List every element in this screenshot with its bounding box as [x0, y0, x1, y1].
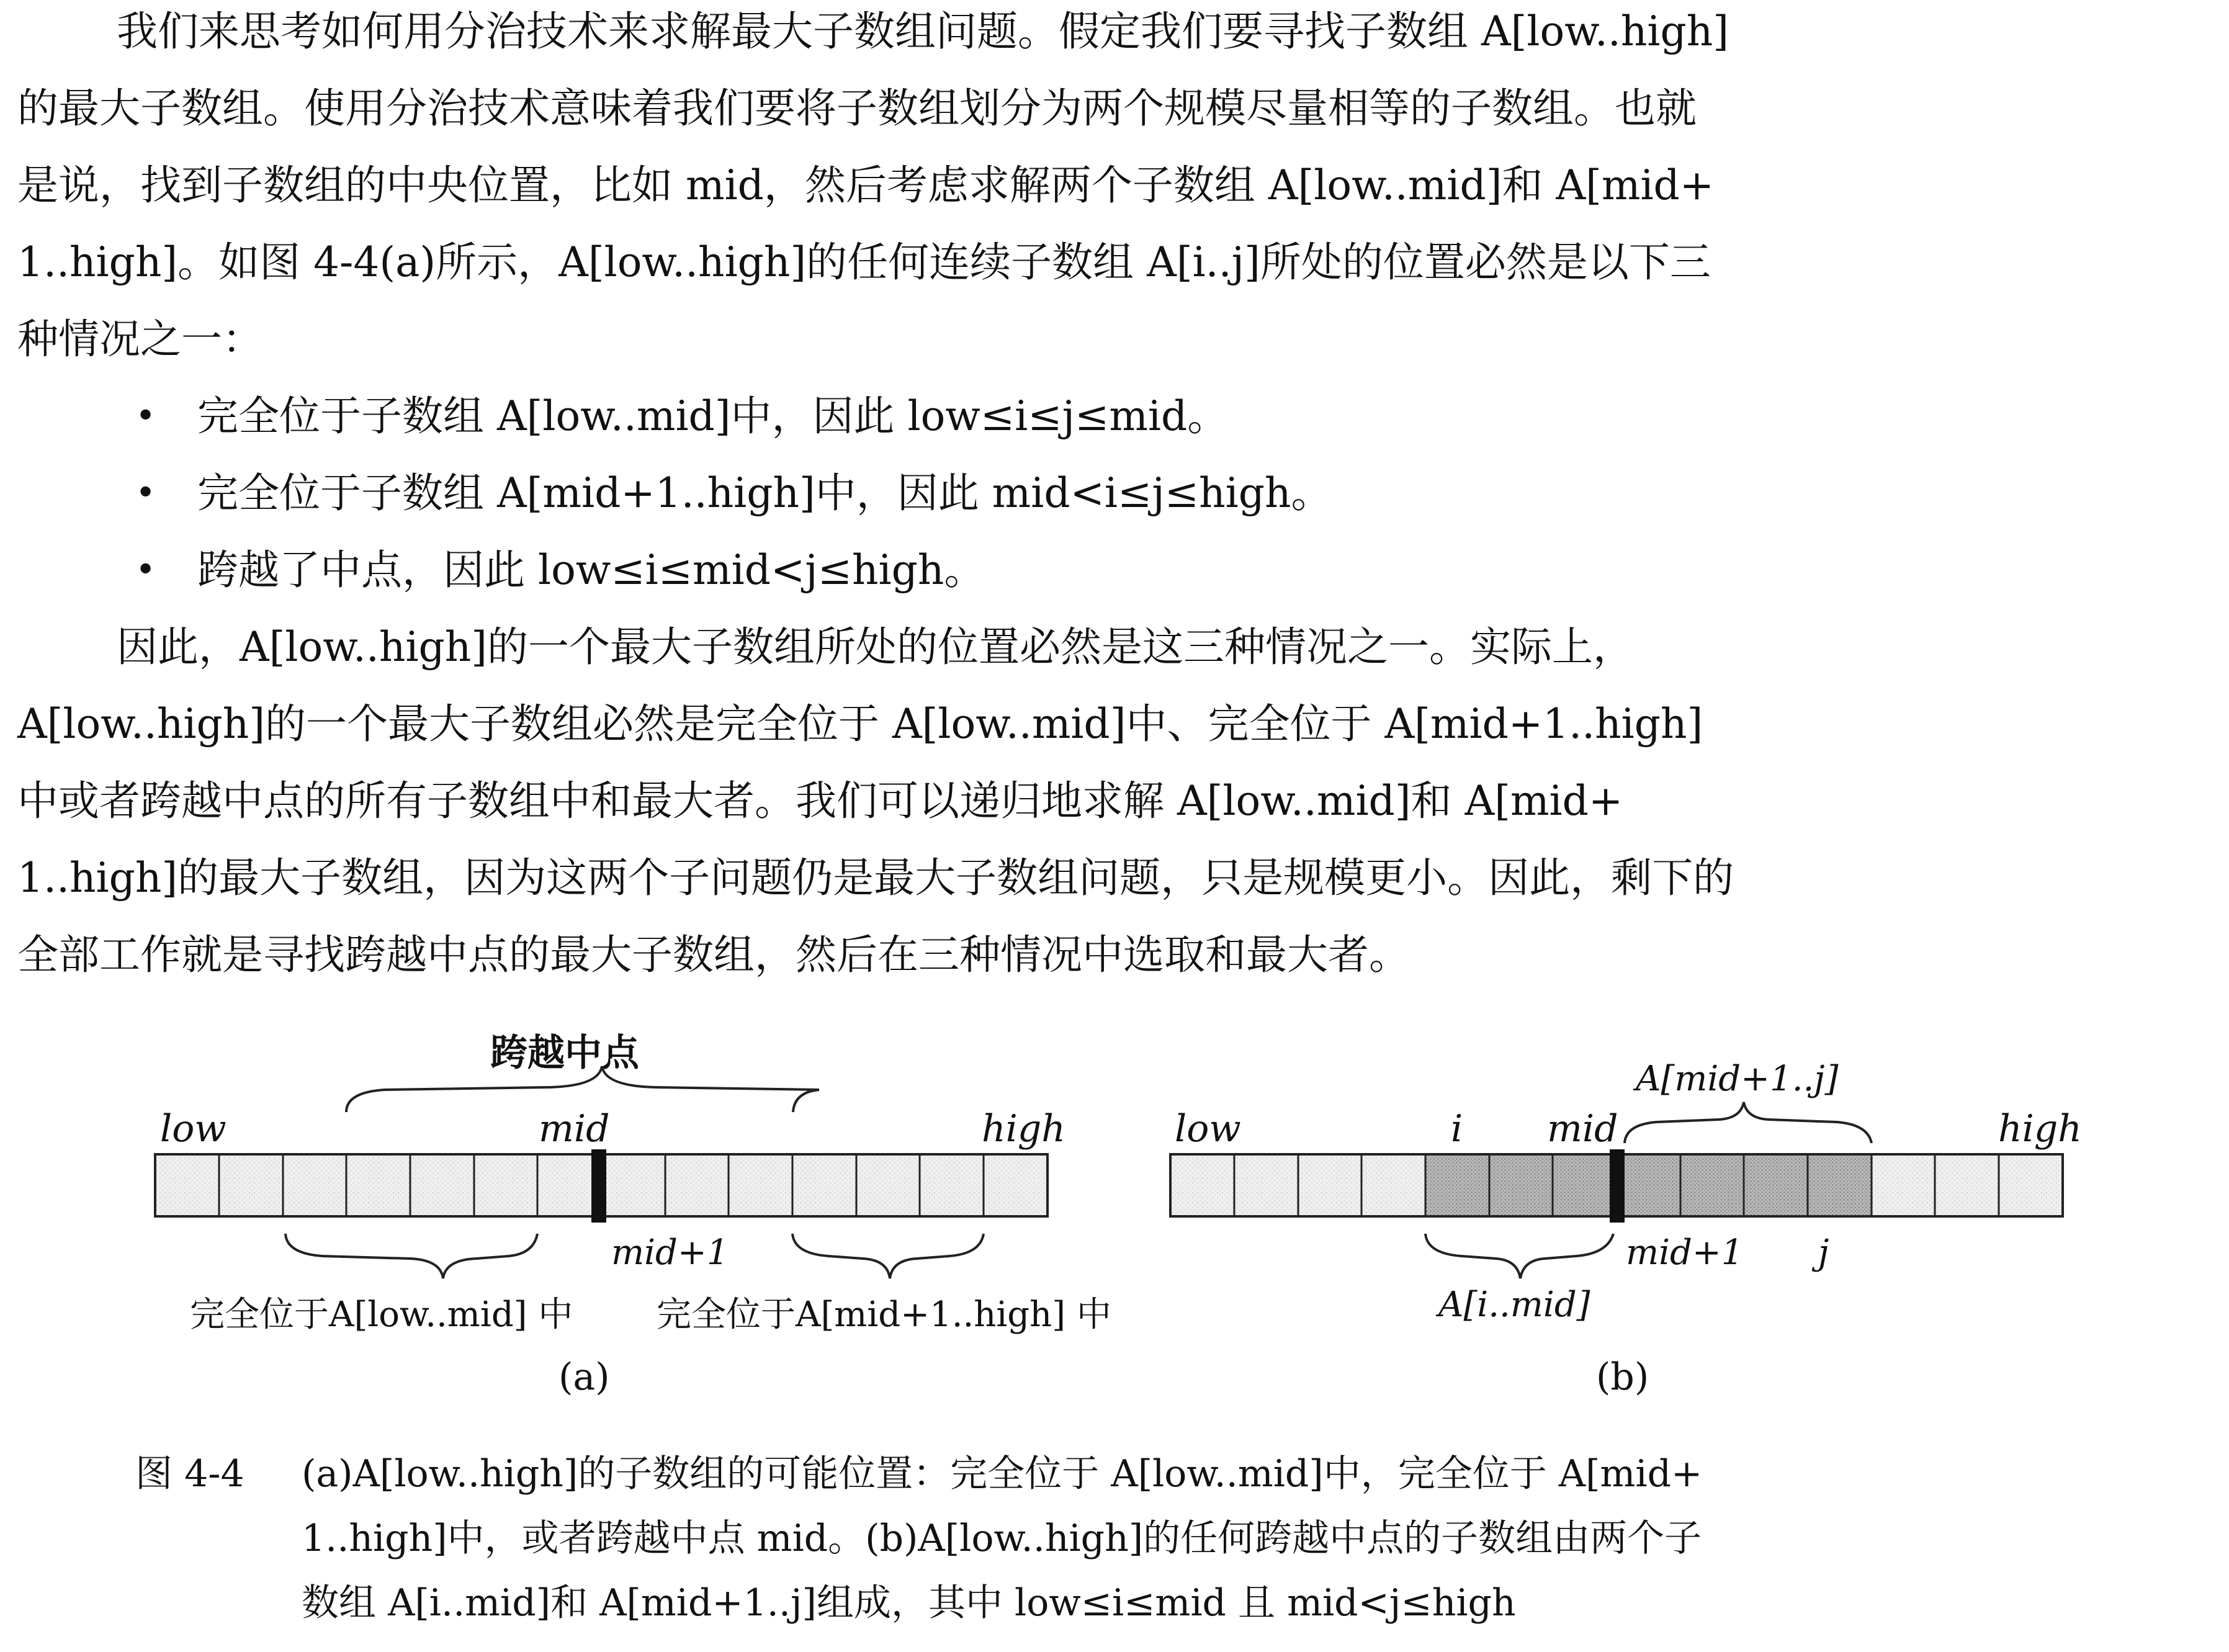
shaded-left — [1425, 1156, 1616, 1215]
text-line: 我们来思考如何用分治技术来求解最大子数组问题。假定我们要寻找子数组 A[low..high] — [117, 7, 1729, 55]
high-label: high — [1998, 1107, 2082, 1151]
caption-number: 图 4-4 — [135, 1452, 244, 1496]
caption-line: 数组 A[i..mid]和 A[mid+1..j]组成，其中 low≤i≤mid 且 mid<j≤high — [302, 1581, 1516, 1625]
text-line: 1..high]的最大子数组，因为这两个子问题仍是最大子数组问题，只是规模更小。因此，剩下的 — [17, 854, 1734, 902]
low-label: low — [160, 1107, 226, 1151]
mid-plus-1-label: mid+1 — [1626, 1232, 1744, 1273]
left-range-label: 完全位于A[low..mid] 中 — [190, 1295, 573, 1335]
caption-line: (a)A[low..high]的子数组的可能位置：完全位于 A[low..mid]中，完全位于 A[mid+ — [302, 1452, 1703, 1496]
bottom-brace — [1425, 1234, 1613, 1278]
right-brace — [792, 1234, 984, 1278]
sub-label-a: (a) — [558, 1355, 610, 1399]
left-brace — [285, 1234, 537, 1278]
text-line: 因此，A[low..high]的一个最大子数组所处的位置必然是这三种情况之一。实际上， — [117, 623, 1634, 671]
bullet-dot-icon: • — [135, 550, 156, 590]
text-line: 全部工作就是寻找跨越中点的最大子数组，然后在三种情况中选取和最大者。 — [17, 931, 1410, 979]
cross-mid-label: 跨越中点 — [490, 1031, 639, 1075]
mid-divider — [1610, 1149, 1625, 1223]
right-part-label: A[mid+1..j] — [1636, 1059, 1839, 1099]
shaded-right — [1623, 1156, 1872, 1215]
list-item: 完全位于子数组 A[mid+1..high]中，因此 mid<i≤j≤high。 — [197, 469, 1332, 517]
j-label: j — [1818, 1232, 1829, 1273]
left-part-label: A[i..mid] — [1438, 1285, 1590, 1325]
text-line: A[low..high]的一个最大子数组必然是完全位于 A[low..mid]中、完全位于 A[mid+1..high] — [17, 700, 1703, 748]
text-line: 种情况之一： — [17, 315, 263, 363]
text-line: 1..high]。如图 4-4(a)所示，A[low..high]的任何连续子数组 A[i..j]所处的位置必然是以下三 — [17, 238, 1711, 286]
mid-divider — [591, 1149, 606, 1223]
text-line: 中或者跨越中点的所有子数组中和最大者。我们可以递归地求解 A[low..mid]和 A[mid+ — [17, 777, 1623, 825]
high-label: high — [982, 1107, 1065, 1151]
low-label: low — [1175, 1107, 1241, 1151]
list-item: 跨越了中点，因此 low≤i≤mid<j≤high。 — [197, 546, 985, 594]
bullet-dot-icon: • — [135, 473, 156, 513]
text-line: 是说，找到子数组的中央位置，比如 mid，然后考虑求解两个子数组 A[low..mid]和 A[mid+ — [17, 161, 1715, 209]
text-line: 的最大子数组。使用分治技术意味着我们要将子数组划分为两个规模尽量相等的子数组。也就 — [17, 84, 1697, 132]
mid-plus-1-label: mid+1 — [611, 1232, 729, 1273]
array-a — [155, 1066, 1047, 1278]
bullet-dot-icon: • — [135, 396, 156, 436]
mid-label: mid — [1547, 1107, 1618, 1151]
i-label: i — [1451, 1107, 1463, 1151]
list-item: 完全位于子数组 A[low..mid]中，因此 low≤i≤j≤mid。 — [197, 392, 1229, 440]
right-range-label: 完全位于A[mid+1..high] 中 — [657, 1295, 1111, 1335]
mid-label: mid — [539, 1107, 610, 1151]
sub-label-b: (b) — [1596, 1355, 1649, 1399]
top-brace — [1625, 1102, 1872, 1143]
caption-line: 1..high]中，或者跨越中点 mid。(b)A[low..high]的任何跨越中点的子数组由两个子 — [302, 1517, 1702, 1560]
